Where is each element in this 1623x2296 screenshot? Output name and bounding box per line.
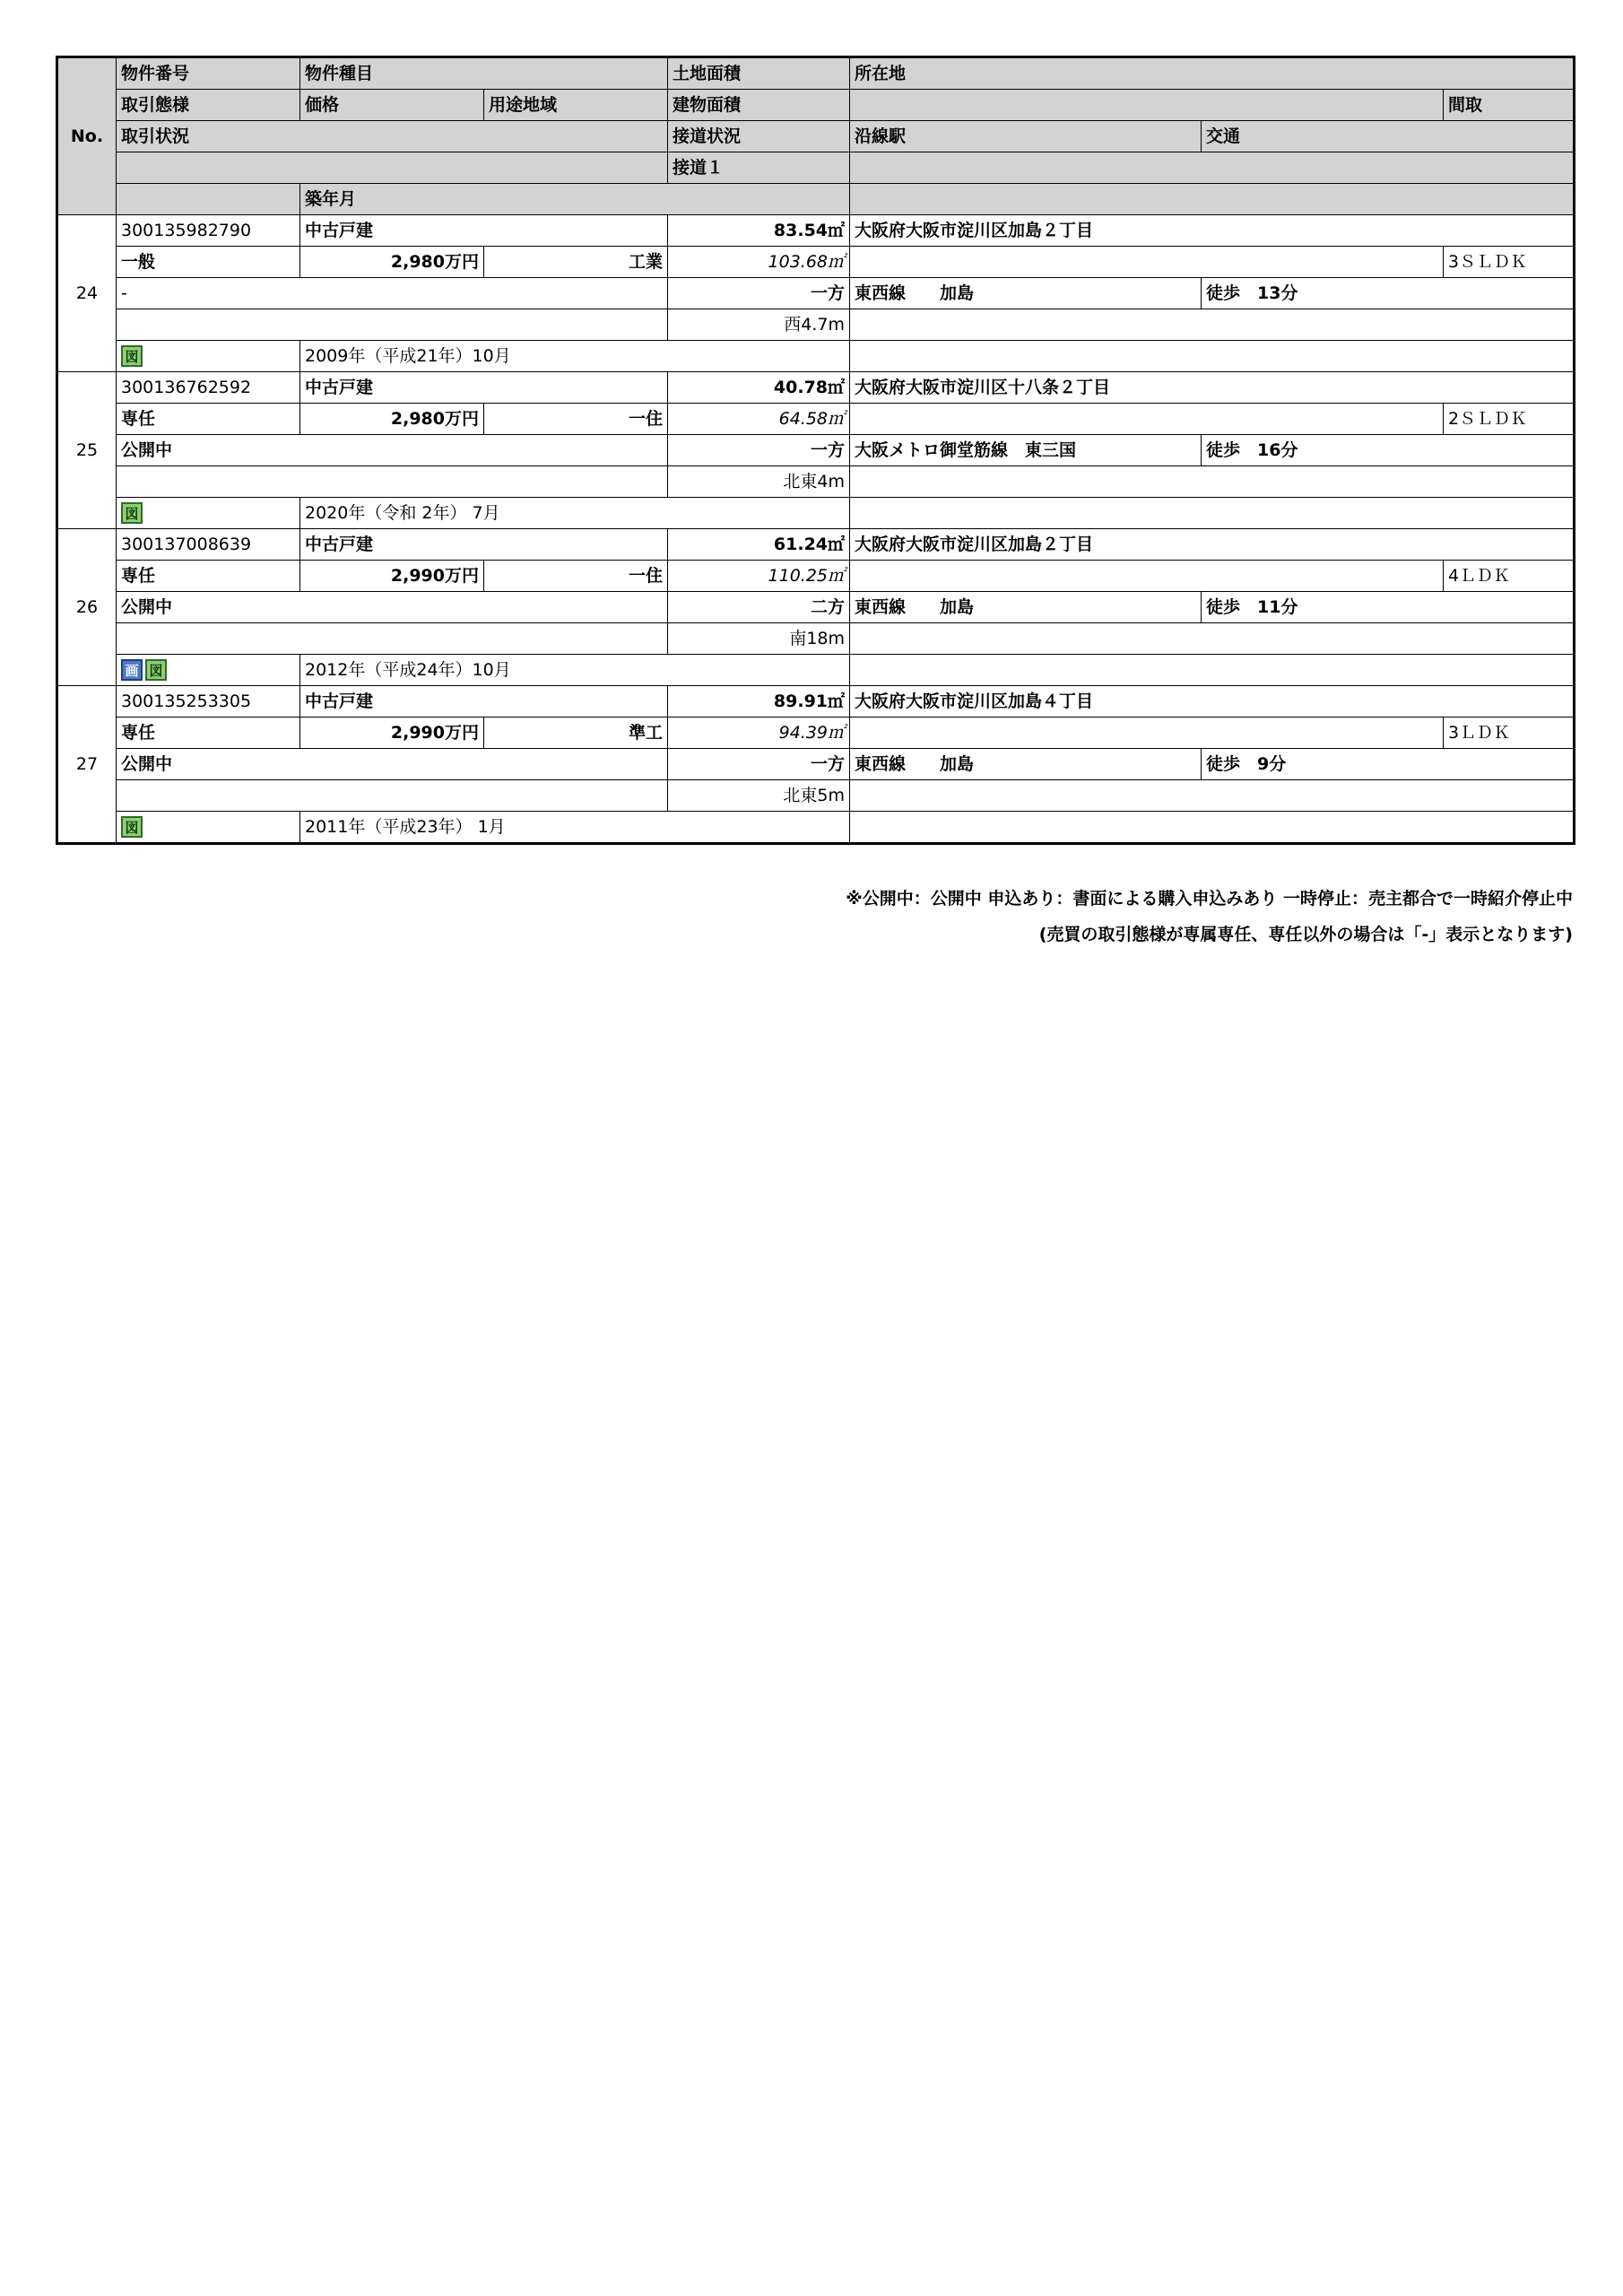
property-type: 中古戸建 xyxy=(300,215,668,247)
row-no: 25 xyxy=(57,372,117,529)
road-status: 二方 xyxy=(668,592,850,623)
road-1: 西4.7m xyxy=(668,309,850,341)
road-1: 南18m xyxy=(668,623,850,655)
building-area: 103.68㎡ xyxy=(668,247,850,278)
property-id: 300135253305 xyxy=(117,686,300,718)
header-building-area: 建物面積 xyxy=(668,90,850,121)
row-no: 27 xyxy=(57,686,117,844)
floor-plan-icon[interactable]: 図 xyxy=(121,345,143,367)
land-area: 40.78㎡ xyxy=(668,372,850,404)
built-date: 2012年（平成24年）10月 xyxy=(300,655,850,686)
header-no: No. xyxy=(57,57,117,215)
property-id: 300135982790 xyxy=(117,215,300,247)
floor-plan-icon[interactable]: 図 xyxy=(145,659,167,681)
photo-icon[interactable]: 画 xyxy=(121,659,143,681)
price: 2,990万円 xyxy=(300,561,484,592)
deal-status: - xyxy=(117,278,668,309)
header-deal-status: 取引状況 xyxy=(117,121,668,152)
price: 2,980万円 xyxy=(300,404,484,435)
property-list-table xyxy=(56,56,1575,845)
zoning: 一住 xyxy=(484,561,668,592)
header-land-area: 土地面積 xyxy=(668,57,850,90)
price: 2,990万円 xyxy=(300,718,484,749)
property-id: 300136762592 xyxy=(117,372,300,404)
header-property-number: 物件番号 xyxy=(117,57,300,90)
station: 東西線 加島 xyxy=(850,592,1202,623)
floor-plan-icon[interactable]: 図 xyxy=(121,502,143,524)
access: 徒歩 9分 xyxy=(1202,749,1575,780)
row-no: 26 xyxy=(57,529,117,686)
zoning: 工業 xyxy=(484,247,668,278)
icon-cell xyxy=(117,498,300,529)
address: 大阪府大阪市淀川区加島２丁目 xyxy=(850,215,1575,247)
header-road-1: 接道１ xyxy=(668,152,850,184)
property-type: 中古戸建 xyxy=(300,372,668,404)
address: 大阪府大阪市淀川区十八条２丁目 xyxy=(850,372,1575,404)
land-area: 61.24㎡ xyxy=(668,529,850,561)
access: 徒歩 13分 xyxy=(1202,278,1575,309)
station: 東西線 加島 xyxy=(850,278,1202,309)
header-address: 所在地 xyxy=(850,57,1575,90)
header-station: 沿線駅 xyxy=(850,121,1202,152)
layout: 4ＬＤＫ xyxy=(1444,561,1575,592)
address: 大阪府大阪市淀川区加島４丁目 xyxy=(850,686,1575,718)
deal-type: 専任 xyxy=(117,718,300,749)
header-road-status: 接道状況 xyxy=(668,121,850,152)
road-1: 北東4m xyxy=(668,466,850,498)
land-area: 89.91㎡ xyxy=(668,686,850,718)
header-price: 価格 xyxy=(300,90,484,121)
built-date: 2009年（平成21年）10月 xyxy=(300,341,850,372)
property-id: 300137008639 xyxy=(117,529,300,561)
deal-type: 専任 xyxy=(117,561,300,592)
icon-cell xyxy=(117,812,300,844)
station: 大阪メトロ御堂筋線 東三国 xyxy=(850,435,1202,466)
layout: 3ＳＬＤＫ xyxy=(1444,247,1575,278)
deal-status: 公開中 xyxy=(117,435,668,466)
header-deal-type: 取引態様 xyxy=(117,90,300,121)
header-property-type: 物件種目 xyxy=(300,57,668,90)
row-no: 24 xyxy=(57,215,117,372)
building-area: 64.58㎡ xyxy=(668,404,850,435)
road-1: 北東5m xyxy=(668,780,850,812)
road-status: 一方 xyxy=(668,278,850,309)
property-type: 中古戸建 xyxy=(300,529,668,561)
deal-status: 公開中 xyxy=(117,749,668,780)
status-legend-note: ※公開中：公開中 申込あり：書面による購入申込みあり 一時停止：売主都合で一時紹介停止中 xyxy=(846,889,1573,909)
layout: 2ＳＬＤＫ xyxy=(1444,404,1575,435)
building-area: 94.39㎡ xyxy=(668,718,850,749)
address: 大阪府大阪市淀川区加島２丁目 xyxy=(850,529,1575,561)
road-status: 一方 xyxy=(668,749,850,780)
header-access: 交通 xyxy=(1202,121,1575,152)
floor-plan-icon[interactable]: 図 xyxy=(121,816,143,838)
icon-cell xyxy=(117,341,300,372)
footnotes xyxy=(846,881,1573,952)
header-zoning: 用途地域 xyxy=(484,90,668,121)
deal-status: 公開中 xyxy=(117,592,668,623)
header-built-date: 築年月 xyxy=(300,184,850,215)
access: 徒歩 11分 xyxy=(1202,592,1575,623)
building-area: 110.25㎡ xyxy=(668,561,850,592)
zoning: 準工 xyxy=(484,718,668,749)
price: 2,980万円 xyxy=(300,247,484,278)
deal-type: 一般 xyxy=(117,247,300,278)
layout: 3ＬＤＫ xyxy=(1444,718,1575,749)
station: 東西線 加島 xyxy=(850,749,1202,780)
built-date: 2020年（令和 2年） 7月 xyxy=(300,498,850,529)
land-area: 83.54㎡ xyxy=(668,215,850,247)
header-layout: 間取 xyxy=(1444,90,1575,121)
deal-type: 専任 xyxy=(117,404,300,435)
built-date: 2011年（平成23年） 1月 xyxy=(300,812,850,844)
deal-type-note: (売買の取引態様が専属専任、専任以外の場合は「-」表示となります) xyxy=(1038,925,1573,944)
road-status: 一方 xyxy=(668,435,850,466)
icon-cell xyxy=(117,655,300,686)
zoning: 一住 xyxy=(484,404,668,435)
access: 徒歩 16分 xyxy=(1202,435,1575,466)
property-type: 中古戸建 xyxy=(300,686,668,718)
